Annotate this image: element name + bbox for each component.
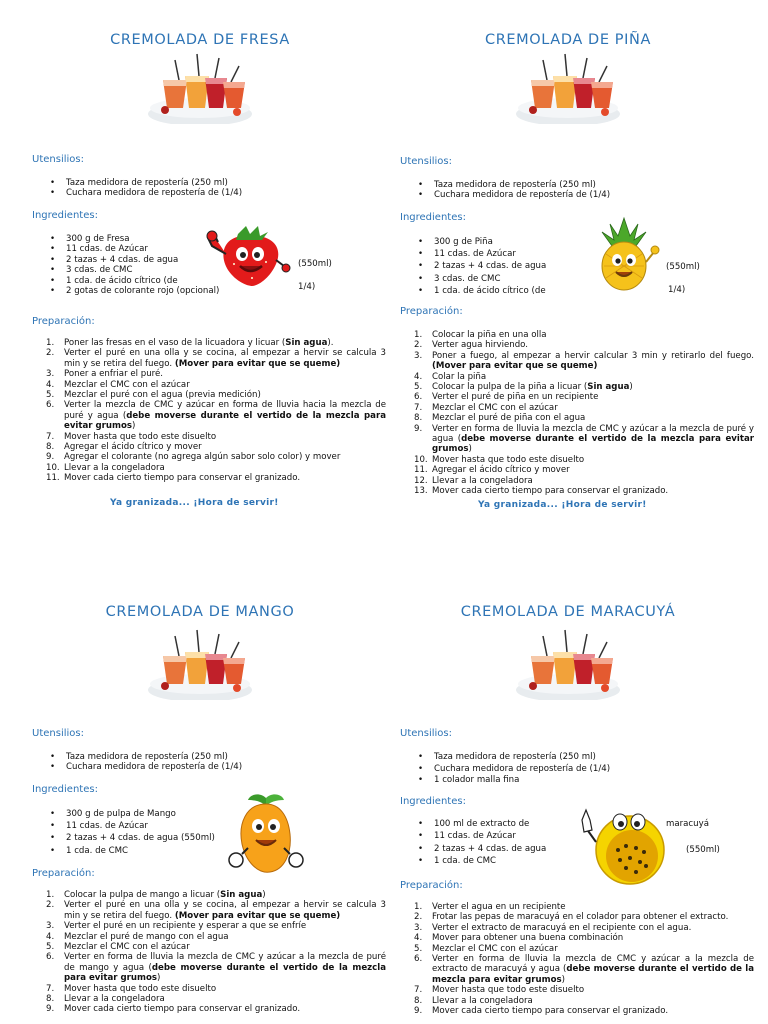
step-emphasis: (Mover para evitar que se queme) <box>174 358 341 369</box>
step-number: 6. <box>414 954 423 965</box>
list-item: • Taza medidora de repostería (250 ml) <box>66 178 366 188</box>
side-note: (550ml) <box>298 259 332 269</box>
step-text: Mezclar el CMC con el azúcar <box>64 379 190 390</box>
step-emphasis: Sin agua <box>285 338 328 348</box>
list-item: • Cuchara medidora de repostería de (1/4) <box>434 190 734 200</box>
step-emphasis: debe moverse durante el vertido de la mezcla para evitar grumos <box>432 964 754 985</box>
list-item: • 3 cdas. de CMC <box>434 273 582 285</box>
step-item <box>414 922 754 933</box>
step-item <box>46 338 386 348</box>
mango-mascot-icon <box>220 788 312 884</box>
section-label-ingredientes: Ingredientes: <box>400 796 466 807</box>
step-number: 2. <box>46 348 55 359</box>
step-text: Verter el puré de piña en un recipiente <box>432 392 599 403</box>
passion-fruit-mascot-icon <box>578 798 674 892</box>
utensils-list <box>30 178 366 199</box>
step-text: Verter el puré en una olla y se cocina, al empezar a hervir se calcula 3 min y se retira del fuego. <box>64 348 386 369</box>
step-text: Llevar a la congeladora <box>64 994 165 1005</box>
step-text: Verter el extracto de maracuyá en el recipiente con el agua. <box>432 922 692 933</box>
step-item <box>414 465 754 476</box>
step-text: Mezclar el puré con el agua (previa medición) <box>64 390 261 401</box>
step-number: 4. <box>414 371 423 382</box>
step-item <box>414 350 754 372</box>
step-number: 2. <box>414 340 423 351</box>
recipe-card-fresa <box>14 32 386 522</box>
card-title: CREMOLADA DE PIÑA <box>485 32 651 48</box>
step-number: 8. <box>414 413 423 424</box>
list-item: • 1 colador malla fina <box>434 775 734 787</box>
recipe-card-pina <box>382 32 754 522</box>
step-text: Mover cada cierto tiempo para conservar el granizado. <box>432 1006 669 1017</box>
step-item <box>414 995 754 1006</box>
list-item: • 2 tazas + 4 cdas. de agua (550ml) <box>66 832 276 844</box>
step-item <box>46 921 386 932</box>
steps-list <box>30 890 386 1015</box>
ingredients-list <box>30 234 220 297</box>
step-text: Mezclar el puré de piña con el agua <box>432 413 586 424</box>
step-number: 4. <box>46 379 55 390</box>
step-number: 7. <box>414 985 423 996</box>
side-note: 1/4) <box>298 282 316 292</box>
step-number: 12. <box>414 475 428 486</box>
step-number: 6. <box>46 400 55 411</box>
list-item: • 300 g de Piña <box>434 236 582 248</box>
utensils-list <box>398 752 734 787</box>
list-item: • 2 gotas de colorante rojo (opcional) <box>66 286 266 296</box>
step-item <box>46 994 386 1005</box>
step-number: 1. <box>46 890 55 900</box>
step-item <box>414 933 754 944</box>
step-text: Llevar a la congeladora <box>64 462 165 473</box>
serve-message: Ya granizada... ¡Hora de servir! <box>478 500 647 510</box>
section-label-preparacion: Preparación: <box>400 880 463 891</box>
step-number: 3. <box>46 921 55 932</box>
step-emphasis: debe moverse durante el vertido de la mezcla para evitar grumos <box>432 434 754 455</box>
step-item <box>414 392 754 403</box>
step-text: Frotar las pepas de maracuyá en el colador para obtener el extracto. <box>432 912 729 923</box>
step-item <box>46 390 386 401</box>
step-number: 8. <box>46 442 55 453</box>
step-item <box>414 985 754 996</box>
step-item <box>46 462 386 473</box>
list-item: • 11 cdas. de Azúcar <box>434 830 592 842</box>
steps-list <box>398 902 754 1016</box>
ingredients-list <box>398 236 582 297</box>
step-text: Mover hasta que todo este disuelto <box>432 454 585 465</box>
step-number: 7. <box>414 402 423 413</box>
step-number: 7. <box>46 983 55 994</box>
step-text: Mover cada cierto tiempo para conservar el granizado. <box>432 486 669 497</box>
list-item: • 2 tazas + 4 cdas. de agua <box>66 255 214 265</box>
section-label-utensilios: Utensilios: <box>32 728 84 739</box>
step-text: Agregar el ácido cítrico y mover <box>432 465 570 476</box>
step-text: Mover cada cierto tiempo para conservar el granizado. <box>64 1004 301 1015</box>
step-number: 3. <box>46 369 55 380</box>
step-number: 9. <box>414 1006 423 1017</box>
step-item <box>46 890 386 900</box>
step-text: Verter la mezcla de CMC y azúcar en forma de lluvia hacia la mezcla de puré y agua ( <box>64 400 386 421</box>
step-item <box>46 348 386 369</box>
step-text: Mover cada cierto tiempo para conservar el granizado. <box>64 473 301 484</box>
step-text: Mover hasta que todo este disuelto <box>64 983 217 994</box>
step-text: Verter el puré en un recipiente y esperar a que se enfríe <box>64 921 307 932</box>
step-text: Verter el agua en un recipiente <box>432 902 566 912</box>
list-item: • Cuchara medidora de repostería de (1/4) <box>66 762 366 772</box>
step-text-end: ) <box>468 444 472 455</box>
step-text: Mover hasta que todo este disuelto <box>64 431 217 442</box>
step-text: Verter el puré en una olla y se cocina, al empezar a hervir se calcula 3 min y se retira del fuego. <box>64 900 386 921</box>
section-label-utensilios: Utensilios: <box>32 154 84 165</box>
step-text: Agregar el ácido cítrico y mover <box>64 442 202 453</box>
step-emphasis: debe moverse durante el vertido de la mezcla para evitar grumos <box>64 410 386 432</box>
step-number: 10. <box>414 454 428 465</box>
step-item <box>46 431 386 442</box>
section-label-ingredientes: Ingredientes: <box>400 212 466 223</box>
step-item <box>46 442 386 453</box>
card-title: CREMOLADA DE MARACUYÁ <box>460 604 676 620</box>
step-text: Agregar el colorante (no agrega algún sabor solo color) y mover <box>64 452 341 463</box>
pineapple-mascot-icon <box>588 214 660 296</box>
step-text: Mezclar el CMC con el azúcar <box>432 943 558 954</box>
list-item: • 2 tazas + 4 cdas. de agua <box>434 843 592 855</box>
step-text-end: ) <box>156 973 161 984</box>
step-item <box>414 382 754 393</box>
step-number: 5. <box>414 943 423 954</box>
step-item <box>414 475 754 486</box>
step-text: Mover hasta que todo este disuelto <box>432 985 585 996</box>
step-number: 9. <box>46 1004 55 1015</box>
step-number: 1. <box>414 330 423 340</box>
step-number: 11. <box>414 465 428 476</box>
step-number: 11. <box>46 473 60 484</box>
step-item <box>414 902 754 912</box>
step-text: Llevar a la congeladora <box>432 475 533 486</box>
list-item: • 3 cdas. de CMC <box>66 265 214 275</box>
step-item <box>46 1004 386 1015</box>
list-item: • Cuchara medidora de repostería de (1/4) <box>66 188 366 198</box>
section-label-ingredientes: Ingredientes: <box>32 210 98 221</box>
step-number: 2. <box>46 900 55 911</box>
cremolada-cups-image <box>513 52 623 124</box>
section-label-preparacion: Preparación: <box>32 316 95 327</box>
step-emphasis: Sin agua <box>220 890 263 900</box>
step-item <box>46 473 386 484</box>
step-number: 4. <box>414 933 423 944</box>
side-note: (550ml) <box>666 262 700 272</box>
step-item <box>46 452 386 463</box>
side-note: (550ml) <box>686 845 720 855</box>
side-note: 1/4) <box>668 285 686 295</box>
step-number: 8. <box>46 994 55 1005</box>
list-item: • Taza medidora de repostería (250 ml) <box>66 752 366 762</box>
utensils-list <box>398 180 734 201</box>
list-item: • 300 g de Fresa <box>66 234 214 244</box>
step-emphasis: (Mover para evitar que se queme) <box>432 361 598 372</box>
step-number: 2. <box>414 912 423 923</box>
step-emphasis: Sin agua <box>587 382 630 393</box>
step-number: 10. <box>46 462 60 473</box>
step-text: Colocar la pulpa de mango a licuar ( <box>64 890 221 900</box>
step-text: Mover para obtener una buena combinación <box>432 933 624 944</box>
step-number: 6. <box>46 952 55 963</box>
step-item <box>414 954 754 985</box>
list-item: • 1 cda. de ácido cítrico (de <box>66 276 214 286</box>
section-label-utensilios: Utensilios: <box>400 156 452 167</box>
step-item <box>46 369 386 380</box>
step-text: Poner a enfriar el puré. <box>64 369 164 380</box>
cremolada-cups-image <box>145 52 255 124</box>
step-text: Poner las fresas en el vaso de la licuadora y licuar ( <box>64 338 286 348</box>
step-item <box>414 402 754 413</box>
step-number: 3. <box>414 350 423 361</box>
list-item: • 1 cda. de CMC <box>434 855 592 867</box>
step-item <box>414 371 754 382</box>
recipe-card-mango <box>14 604 386 1024</box>
recipe-card-maracuya <box>382 604 754 1024</box>
list-item: • 11 cdas. de Azúcar <box>434 248 582 260</box>
step-item <box>414 454 754 465</box>
step-item <box>46 900 386 921</box>
card-title: CREMOLADA DE MANGO <box>105 604 295 620</box>
list-item: • 1 cda. de CMC <box>66 845 276 857</box>
section-label-preparacion: Preparación: <box>400 306 463 317</box>
list-item: • 11 cdas. de Azúcar <box>66 820 276 832</box>
section-label-ingredientes: Ingredientes: <box>32 784 98 795</box>
steps-list <box>398 330 754 497</box>
step-item <box>414 413 754 424</box>
section-label-utensilios: Utensilios: <box>400 728 452 739</box>
step-number: 1. <box>414 902 423 912</box>
list-item: • Cuchara medidora de repostería de (1/4) <box>434 764 734 776</box>
step-number: 9. <box>414 423 423 434</box>
step-number: 5. <box>46 942 55 953</box>
step-text: Verter en forma de lluvia la mezcla de CMC y azúcar a la mezcla de puré y agua ( <box>432 423 754 445</box>
step-text-end: ) <box>132 421 136 432</box>
ingredients-list <box>398 818 592 868</box>
step-emphasis: (Mover para evitar que se queme) <box>174 910 341 921</box>
cremolada-cups-image <box>145 628 255 700</box>
list-item: • Taza medidora de repostería (250 ml) <box>434 180 734 190</box>
step-text: Verter en forma de lluvia la mezcla de CMC y azúcar a la mezcla de extracto de maracuyá y agua ( <box>432 954 754 975</box>
step-number: 4. <box>46 931 55 942</box>
step-item <box>46 400 386 432</box>
serve-message: Ya granizada... ¡Hora de servir! <box>110 498 279 508</box>
step-text: Colocar la piña en una olla <box>432 330 547 340</box>
step-emphasis: debe moverse durante el vertido de la mezcla para evitar grumos <box>64 962 386 984</box>
list-item: • 1 cda. de ácido cítrico (de <box>434 285 582 297</box>
step-text: Llevar a la congeladora <box>432 995 533 1006</box>
step-text: Poner a fuego, al empezar a hervir calcular 3 min y retirarlo del fuego. <box>432 350 754 361</box>
step-number: 5. <box>414 382 423 393</box>
card-title: CREMOLADA DE FRESA <box>110 32 290 48</box>
step-text: Mezclar el CMC con el azúcar <box>64 942 190 953</box>
step-item <box>46 952 386 984</box>
step-text-end: ) <box>561 974 565 985</box>
list-item: • 2 tazas + 4 cdas. de agua <box>434 260 582 272</box>
list-item: • 300 g de pulpa de Mango <box>66 808 276 820</box>
step-text: Mezclar el puré de mango con el agua <box>64 931 229 942</box>
list-item: • 11 cdas. de Azúcar <box>66 244 214 254</box>
step-text: Colar la piña <box>432 371 487 382</box>
step-item <box>46 931 386 942</box>
step-text: Verter agua hirviendo. <box>432 340 528 351</box>
step-item <box>414 1006 754 1017</box>
step-item <box>46 983 386 994</box>
step-number: 13. <box>414 486 428 497</box>
utensils-list <box>30 752 366 773</box>
step-number: 1. <box>46 338 55 348</box>
step-item <box>414 330 754 340</box>
step-text-end: ). <box>327 338 334 348</box>
step-text: Colocar la pulpa de la piña a licuar ( <box>432 382 588 393</box>
step-number: 6. <box>414 392 423 403</box>
strawberry-mascot-icon <box>204 220 294 292</box>
cremolada-cups-image <box>513 628 623 700</box>
step-item <box>414 912 754 923</box>
step-number: 7. <box>46 431 55 442</box>
step-text-end: ) <box>262 890 266 900</box>
side-note: maracuyá <box>666 819 709 829</box>
step-number: 3. <box>414 922 423 933</box>
step-item <box>414 486 754 497</box>
step-item <box>414 340 754 351</box>
step-number: 9. <box>46 452 55 463</box>
steps-list <box>30 338 386 484</box>
step-number: 8. <box>414 995 423 1006</box>
step-item <box>46 942 386 953</box>
section-label-preparacion: Preparación: <box>32 868 95 879</box>
list-item: • 100 ml de extracto de <box>434 818 592 830</box>
step-item <box>414 423 754 455</box>
step-text-end: ) <box>629 382 633 393</box>
step-text: Verter en forma de lluvia la mezcla de CMC y azúcar a la mezcla de puré de mango y agua ( <box>64 952 386 973</box>
step-item <box>414 943 754 954</box>
list-item: • Taza medidora de repostería (250 ml) <box>434 752 734 764</box>
step-text: Mezclar el CMC con el azúcar <box>432 402 558 413</box>
step-number: 5. <box>46 390 55 401</box>
step-item <box>46 379 386 390</box>
